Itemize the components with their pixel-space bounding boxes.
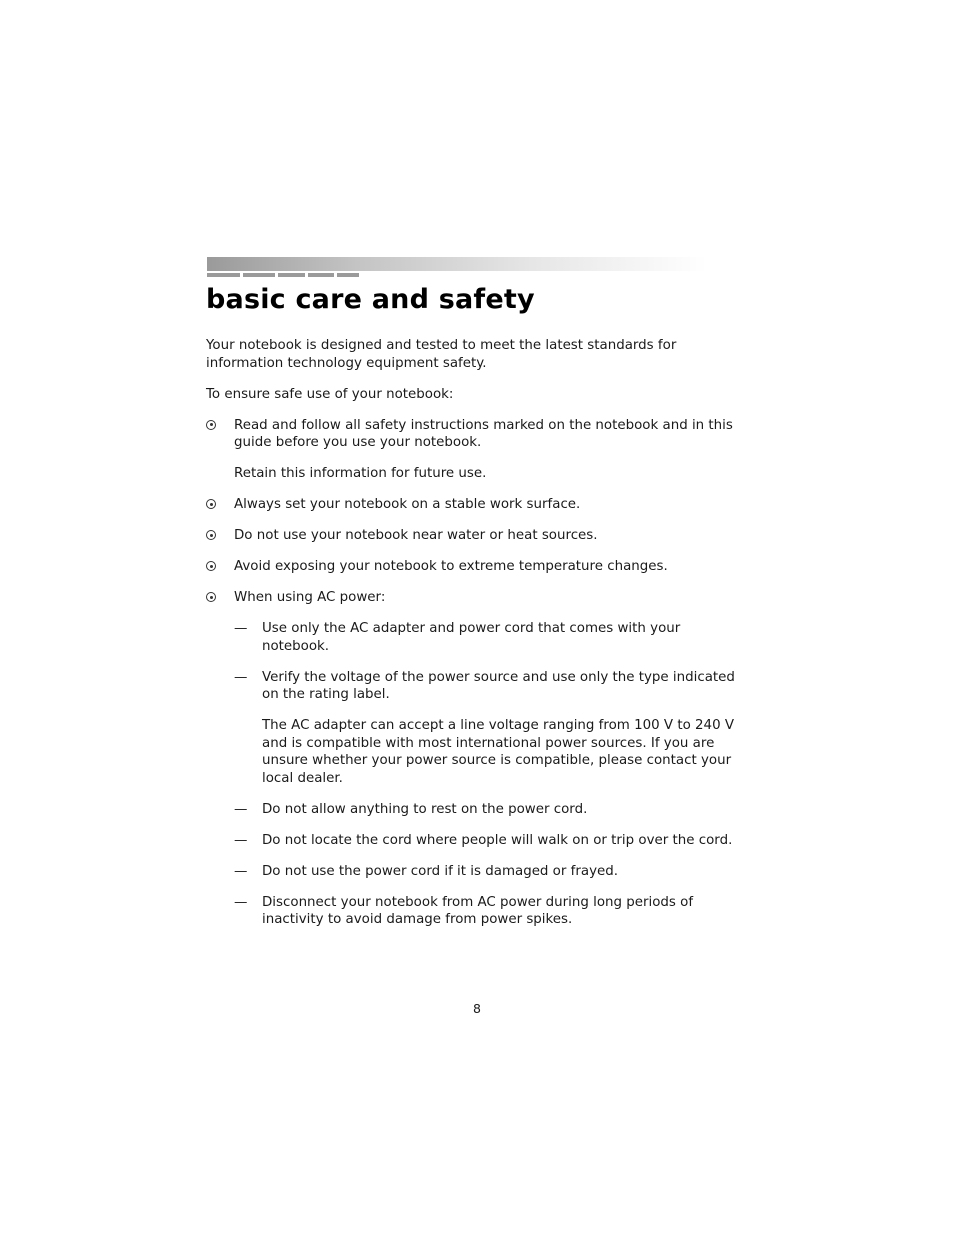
bullet-text: Do not use your notebook near water or heat sources.: [234, 528, 598, 543]
ac-item-cord-location: [206, 832, 751, 850]
header-segment: [278, 273, 305, 277]
ac-item-voltage: [206, 669, 751, 704]
em-dash-marker: —: [234, 894, 248, 910]
em-dash-marker: —: [234, 863, 248, 879]
em-dash-marker: —: [234, 669, 248, 685]
ac-item-text: Do not use the power cord if it is damaged or frayed.: [262, 863, 618, 879]
circled-dot-bullet-icon: [206, 561, 216, 571]
circled-dot-bullet-icon: [206, 420, 216, 430]
ac-item-text: Do not allow anything to rest on the power cord.: [262, 801, 588, 817]
header-segment: [337, 273, 359, 277]
intro-paragraph: Your notebook is designed and tested to meet the latest standards for information technology equipment safety.: [206, 338, 677, 371]
bullet-item-safety-instructions: [206, 417, 751, 452]
ac-item-text: Disconnect your notebook from AC power during long periods of inactivity to avoid damage from power spikes.: [262, 894, 694, 927]
ac-item-damaged-cord: [206, 863, 751, 881]
header-segment: [308, 273, 334, 277]
header-segment: [207, 273, 240, 277]
circled-dot-bullet-icon: [206, 530, 216, 540]
bullet-item-temperature: [206, 558, 751, 576]
page-title: basic care and safety: [206, 284, 535, 315]
bullet-item-water-heat: [206, 527, 751, 545]
em-dash-marker: —: [234, 801, 248, 817]
circled-dot-bullet-icon: [206, 499, 216, 509]
intro-lead-in: To ensure safe use of your notebook:: [206, 386, 454, 402]
page-body: [206, 337, 751, 942]
bullet-text: Read and follow all safety instructions marked on the notebook and in this guide before you use your notebook.: [234, 417, 733, 450]
bullet-note: Retain this information for future use.: [234, 466, 487, 481]
page-number: 8: [473, 1001, 481, 1016]
header-segment: [243, 273, 275, 277]
em-dash-marker: —: [234, 621, 248, 636]
ac-item-text: Do not locate the cord where people will walk on or trip over the cord.: [262, 832, 733, 848]
bullet-text: Avoid exposing your notebook to extreme temperature changes.: [234, 559, 668, 574]
bullet-text: Always set your notebook on a stable work surface.: [234, 497, 581, 512]
bullet-item-ac-power: [206, 589, 751, 607]
section-header-segments: [207, 273, 359, 277]
ac-item-text: Verify the voltage of the power source and use only the type indicated on the rating label.: [262, 669, 735, 702]
ac-item-disconnect: [206, 894, 751, 929]
bullet-item-stable-surface: [206, 496, 751, 514]
section-header-gradient-bar: [207, 257, 707, 271]
ac-item-text: Use only the AC adapter and power cord that comes with your notebook.: [262, 621, 681, 654]
em-dash-marker: —: [234, 832, 248, 848]
ac-item-rest-on-cord: [206, 801, 751, 819]
ac-item-voltage-note: The AC adapter can accept a line voltage ranging from 100 V to 240 V and is compatible with most international power sources. If you are unsure whether your power source is compatible, please contact your local dealer.: [262, 718, 734, 786]
ac-item-adapter: [206, 620, 751, 655]
bullet-text: When using AC power:: [234, 590, 386, 605]
circled-dot-bullet-icon: [206, 592, 216, 602]
